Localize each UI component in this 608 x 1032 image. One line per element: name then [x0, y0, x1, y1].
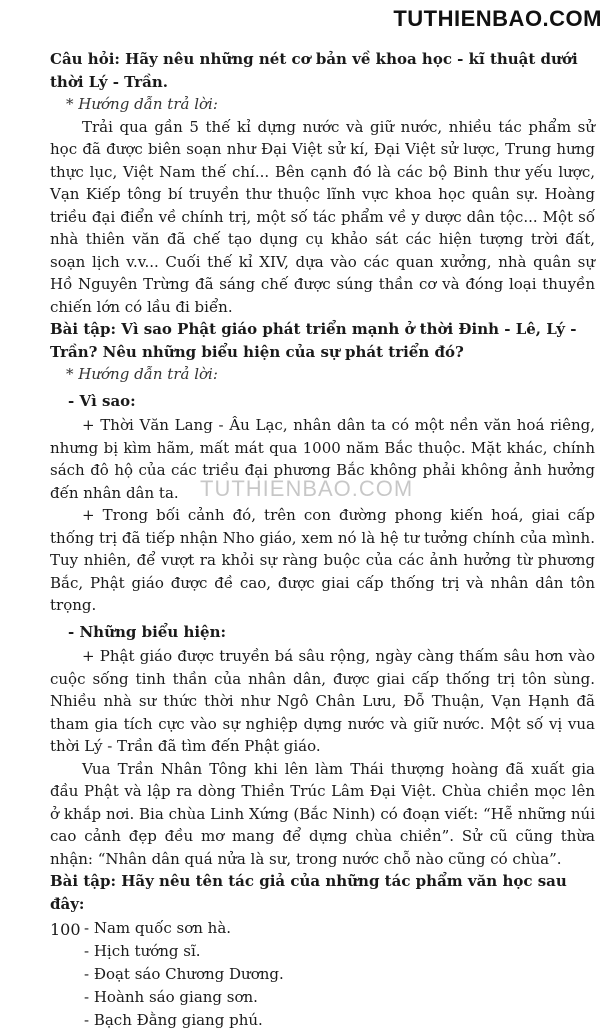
document-page [50, 48, 595, 1032]
why-heading: - Vì sao: [68, 391, 136, 410]
list-item: - Bạch Đằng giang phú. [84, 1011, 263, 1029]
question-2: Bài tập: Vì sao Phật giáo phát triển mạnh ở thời Đinh - Lê, Lý - Trần? Nêu những biểu hiện của sự phát triển đó? [50, 320, 577, 361]
list-item: - Hịch tướng sĩ. [84, 942, 201, 960]
question-1: Câu hỏi: Hãy nêu những nét cơ bản về khoa học - kĩ thuật dưới thời Lý - Trần. [50, 50, 578, 91]
signs-paragraph-2: Vua Trần Nhân Tông khi lên làm Thái thượng hoàng đã xuất gia đầu Phật và lập ra dòng Thiền Trúc Lâm Đại Việt. Chùa chiền mọc lên ở khắp nơi. Bia chùa Linh Xứng (Bắc Ninh) có đoạn viết: “Hễ những núi cao cảnh đẹp đều mơ mang để dựng chùa chiền”. Sử cũ cũng thừa nhận: “Nhân dân quá nửa là sư, trong nước chỗ nào cũng có chùa”. [50, 759, 595, 868]
page-number: 100 [50, 920, 81, 939]
why-paragraph-2: + Trong bối cảnh đó, trên con đường phong kiến hoá, giai cấp thống trị đã tiếp nhận Nho giáo, xem nó là hệ tư tưởng chính của mình. Tuy nhiên, để vượt ra khỏi sự ràng buộc của các ảnh hưởng từ phương Bắc, Phật giáo được đề cao, được giai cấp thống trị và nhân dân tôn trọng. [50, 506, 595, 614]
question-3: Bài tập: Hãy nêu tên tác giả của những tác phẩm văn học sau đây: [50, 872, 567, 913]
answer-guide-1: * Hướng dẫn trả lời: [66, 95, 218, 113]
works-list [84, 917, 595, 1032]
signs-heading: - Những biểu hiện: [68, 622, 227, 641]
signs-paragraph-1: + Phật giáo được truyền bá sâu rộng, ngày càng thấm sâu hơn vào cuộc sống tinh thần của nhân dân, được giai cấp thống trị tôn sùng. Nhiều nhà sư thức thời như Ngô Chân Lưu, Đỗ Thuận, Vạn Hạnh đã tham gia tích cực vào sự nghiệp dựng nước và giữ nước. Một số vị vua thời Lý - Trần đã tìm đến Phật giáo. [50, 647, 595, 755]
site-logo: TUTHIENBAO.COM [393, 6, 602, 31]
answer-paragraph-1: Trải qua gần 5 thế kỉ dựng nước và giữ nước, nhiều tác phẩm sử học đã được biên soạn như Đại Việt sử kí, Đại Việt sử lược, Trung hưng thực lục, Việt Nam thế chí... Bên cạnh đó là các bộ Binh thư yếu lược, Vạn Kiếp tông bí truyền thư thuộc lĩnh vực khoa học quân sự. Hoàng triều đại điển về chính trị, một số tác phẩm về y dược dân tộc... Một số nhà thiên văn đã chế tạo dụng cụ khảo sát các hiện tượng trời đất, soạn lịch v.v... Cuối thế kỉ XIV, dựa vào các quan xưởng, nhà quân sự Hồ Nguyên Trừng đã sáng chế được súng thần cơ và đóng loại thuyền chiến lớn có lầu đi biển. [50, 117, 595, 316]
list-item: - Đoạt sáo Chương Dương. [84, 965, 284, 983]
watermark: TUTHIENBAO.COM [200, 476, 414, 501]
why-paragraph-1: + Thời Văn Lang - Âu Lạc, nhân dân ta có một nền văn hoá riêng, nhưng bị kìm hãm, mất mát qua 1000 năm Bắc thuộc. Mặt khác, chính sách đô hộ của các triều đại phương Bắc không phải không ảnh hưởng đến nhân dân ta. [50, 416, 595, 502]
list-item: - Hoành sáo giang sơn. [84, 988, 258, 1006]
answer-guide-2: * Hướng dẫn trả lời: [66, 365, 218, 383]
list-item: - Nam quốc sơn hà. [84, 919, 232, 937]
